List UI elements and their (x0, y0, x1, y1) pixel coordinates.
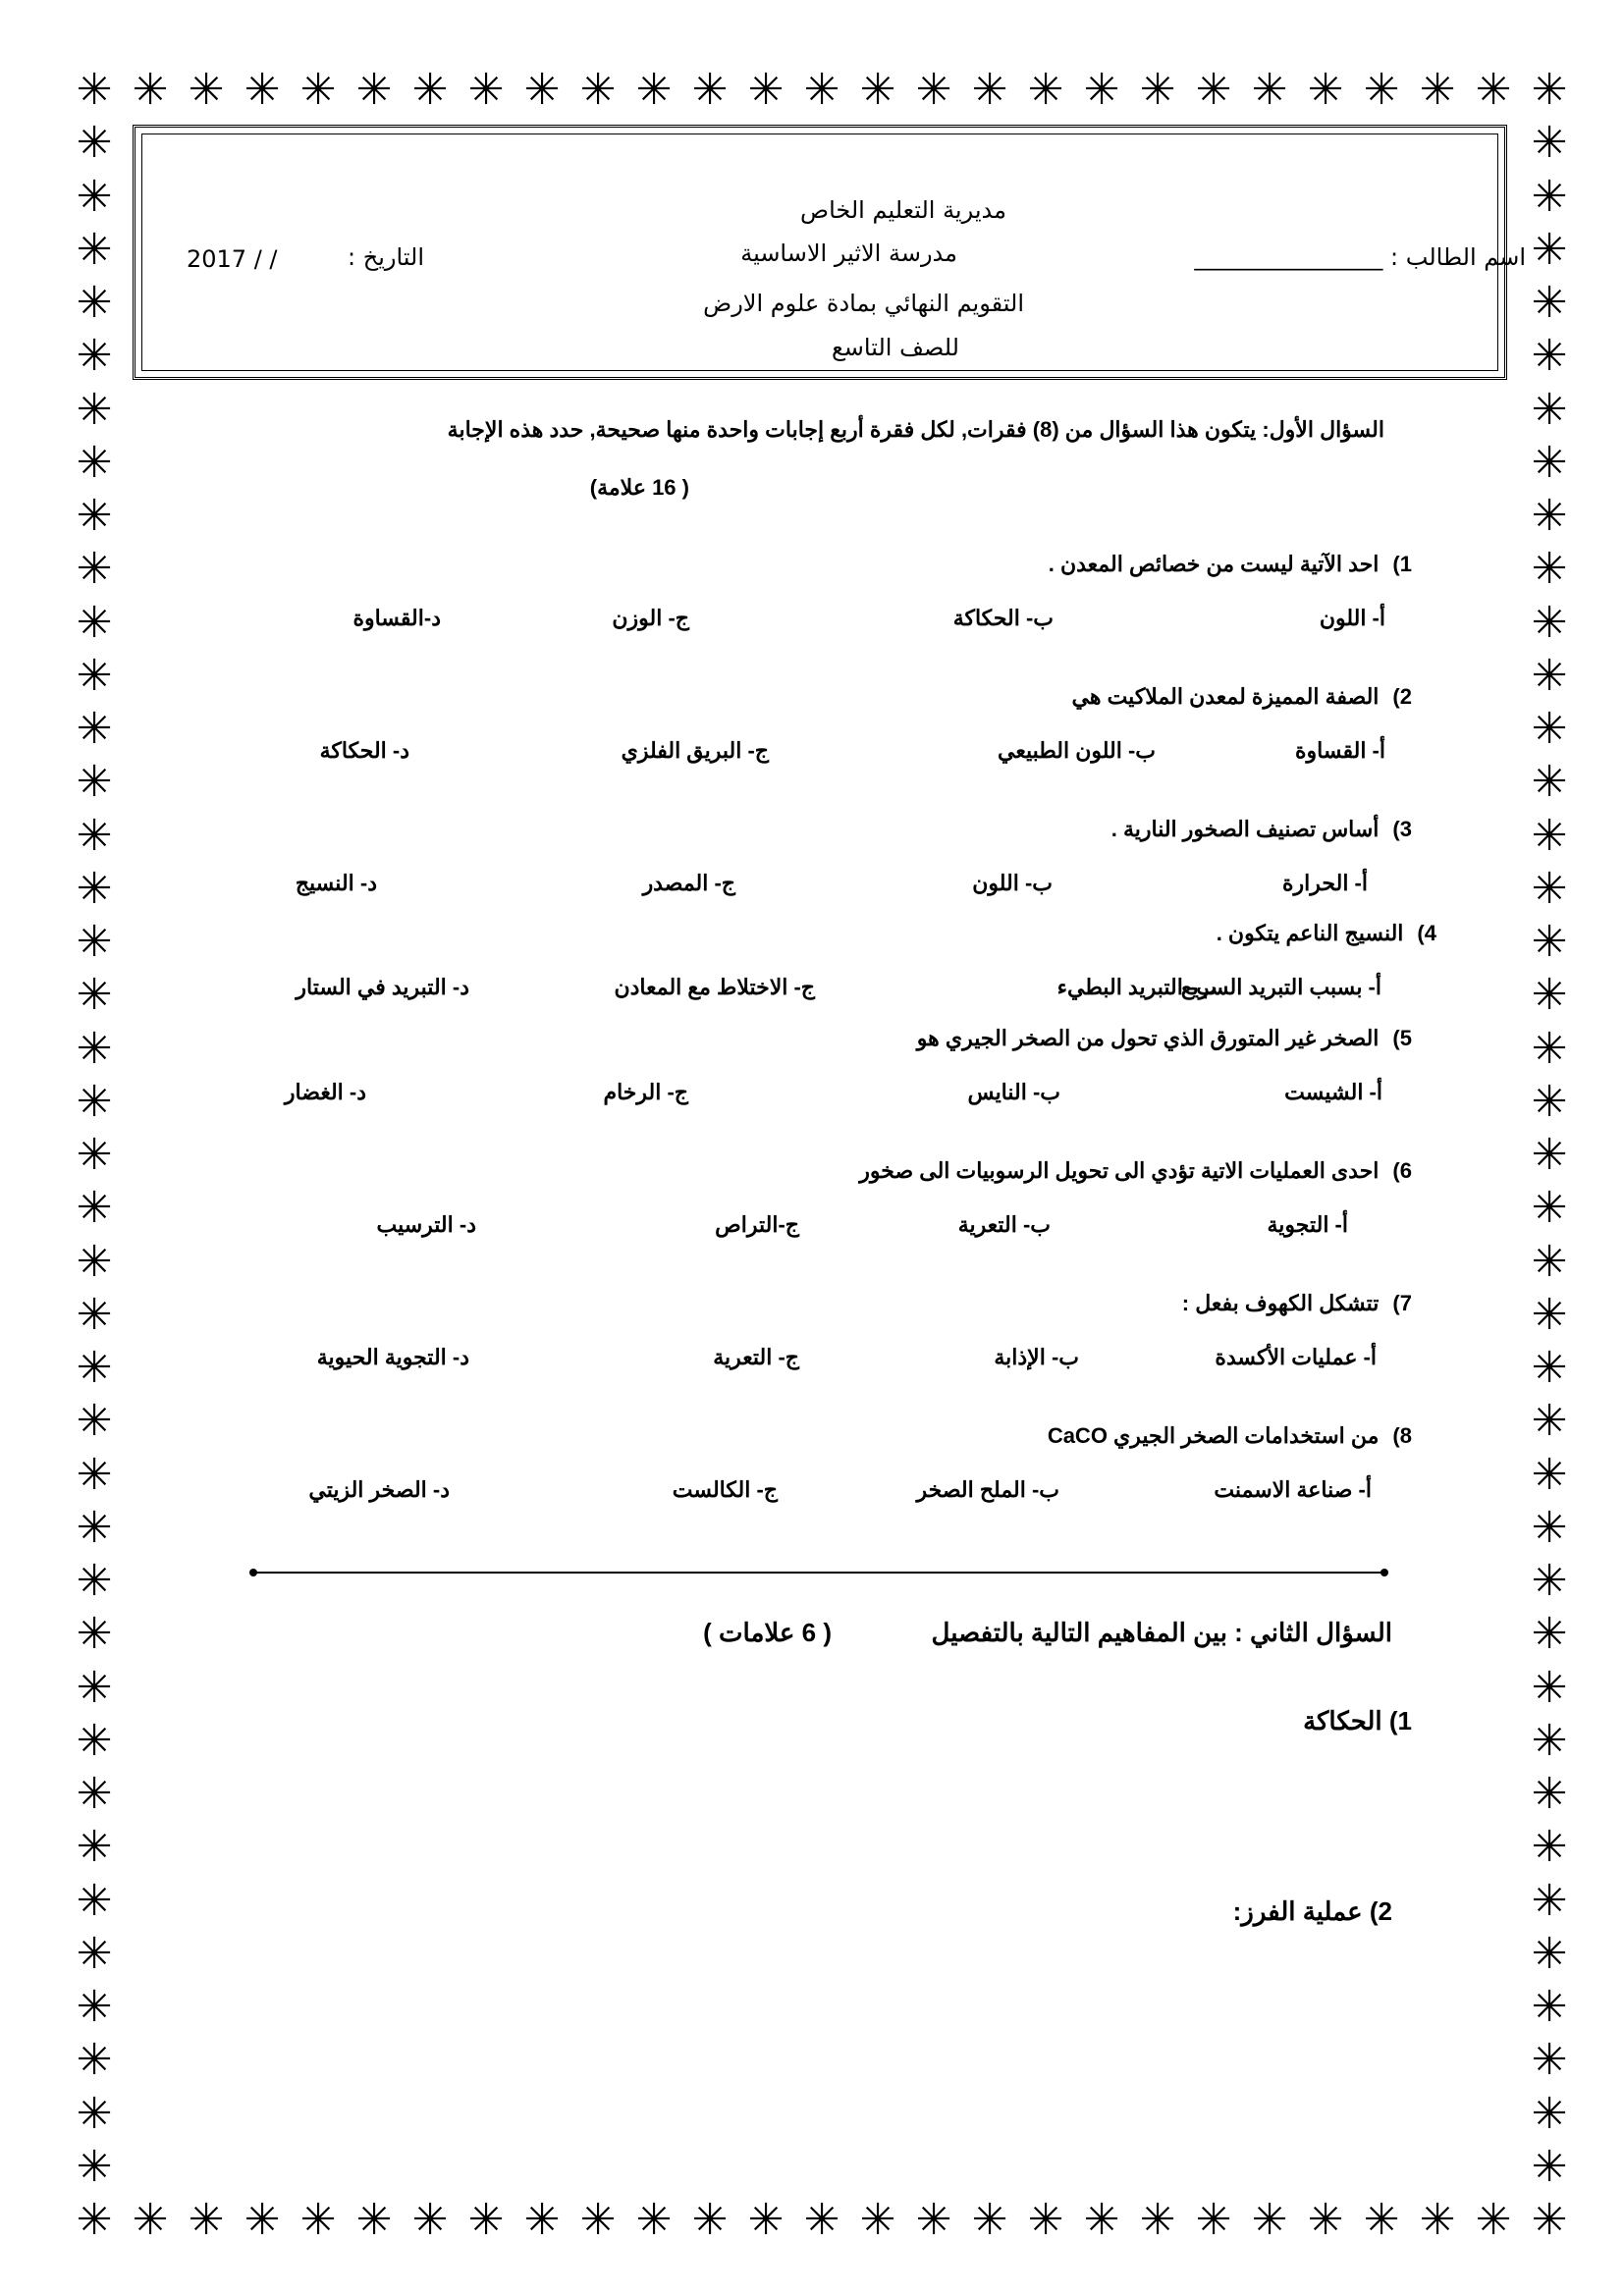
question1-item-5-option-2[interactable]: ب- النايس (967, 1080, 1060, 1104)
border-star-icon: ✳ (76, 438, 113, 488)
border-star-icon: ✳ (76, 1822, 113, 1872)
border-star-icon: ✳ (76, 1343, 113, 1393)
border-star-icon: ✳ (244, 2195, 281, 2245)
border-star-icon: ✳ (1531, 1183, 1568, 1233)
border-star-icon: ✳ (1531, 1396, 1568, 1446)
border-star-icon: ✳ (76, 651, 113, 701)
border-star-icon: ✳ (635, 65, 673, 115)
question1-item-5-option-3[interactable]: ج- الرخام (603, 1080, 688, 1104)
border-star-icon: ✳ (747, 65, 785, 115)
border-star-icon: ✳ (299, 65, 337, 115)
border-star-icon: ✳ (1531, 65, 1568, 115)
question1-item-1-option-1[interactable]: أ- اللون (1319, 606, 1385, 630)
date-value: 2017 / / (187, 245, 278, 273)
item-stem-text: احد الآتية ليست من خصائص المعدن . (1048, 552, 1380, 576)
border-star-icon: ✳ (635, 2195, 673, 2245)
question1-item-6-stem (859, 1158, 1412, 1184)
border-star-icon: ✳ (355, 65, 393, 115)
border-star-icon: ✳ (76, 1396, 113, 1446)
border-star-icon: ✳ (76, 1982, 113, 2032)
border-star-icon: ✳ (691, 2195, 729, 2245)
border-star-icon: ✳ (76, 491, 113, 541)
border-star-icon: ✳ (523, 2195, 561, 2245)
question1-item-4-option-2[interactable]: ب- التبريد البطيء (1056, 975, 1217, 999)
border-star-icon: ✳ (1531, 1503, 1568, 1553)
border-star-icon: ✳ (132, 65, 169, 115)
border-star-icon: ✳ (915, 65, 952, 115)
border-star-icon: ✳ (411, 2195, 449, 2245)
border-star-icon: ✳ (1475, 65, 1512, 115)
border-star-icon: ✳ (1531, 2035, 1568, 2085)
border-star-icon: ✳ (1419, 65, 1456, 115)
question1-item-6-option-1[interactable]: أ- التجوية (1267, 1212, 1348, 1237)
border-star-icon: ✳ (1531, 757, 1568, 807)
border-star-icon: ✳ (915, 2195, 952, 2245)
school-name: مدرسة الاثير الاساسية (740, 240, 957, 267)
border-star-icon: ✳ (188, 2195, 225, 2245)
border-star-icon: ✳ (1531, 1556, 1568, 1606)
border-star-icon: ✳ (76, 1769, 113, 1819)
question1-item-8-option-4[interactable]: د- الصخر الزيتي (308, 1477, 450, 1502)
border-star-icon: ✳ (859, 2195, 896, 2245)
question1-item-1-option-4[interactable]: د-القساوة (352, 606, 441, 630)
border-star-icon: ✳ (76, 864, 113, 914)
question1-item-6-option-3[interactable]: ج-التراص (715, 1212, 799, 1237)
border-star-icon: ✳ (1027, 2195, 1064, 2245)
border-star-icon: ✳ (1531, 1929, 1568, 1979)
border-star-icon: ✳ (1531, 1822, 1568, 1872)
question1-item-8-option-1[interactable]: أ- صناعة الاسمنت (1214, 1477, 1372, 1502)
item-number: 2) (1392, 684, 1412, 709)
border-star-icon: ✳ (1531, 1982, 1568, 2032)
border-star-icon: ✳ (467, 65, 505, 115)
border-star-icon: ✳ (859, 65, 896, 115)
border-star-icon: ✳ (76, 970, 113, 1020)
question1-item-4-option-4[interactable]: د- التبريد في الستار (296, 975, 469, 999)
question1-item-6-option-4[interactable]: د- الترسيب (376, 1212, 476, 1237)
student-name-field: اسم الطالب : ________________ (1194, 243, 1526, 271)
border-star-icon: ✳ (1195, 2195, 1232, 2245)
border-star-icon: ✳ (971, 65, 1008, 115)
question1-item-8-stem (1048, 1423, 1412, 1449)
border-star-icon: ✳ (76, 2089, 113, 2139)
border-star-icon: ✳ (1139, 2195, 1176, 2245)
question1-item-2-option-1[interactable]: أ- القساوة (1295, 738, 1385, 763)
question1-item-4-stem (1217, 921, 1436, 946)
border-star-icon: ✳ (76, 1876, 113, 1926)
item-stem-text: احدى العمليات الاتية تؤدي الى تحويل الرسوبيات الى صخور (859, 1158, 1380, 1183)
border-star-icon: ✳ (76, 1556, 113, 1606)
item-number: 6) (1392, 1158, 1412, 1183)
border-star-icon: ✳ (76, 1929, 113, 1979)
border-star-icon: ✳ (76, 1024, 113, 1074)
border-star-icon: ✳ (1531, 1130, 1568, 1180)
item-number: 5) (1392, 1026, 1412, 1050)
item-stem-text: الصخر غير المتورق الذي تحول من الصخر الجيري هو (916, 1026, 1380, 1050)
border-star-icon: ✳ (76, 2195, 113, 2245)
item-number: 3) (1392, 817, 1412, 841)
exam-title: التقويم النهائي بمادة علوم الارض (703, 290, 1024, 317)
border-star-icon: ✳ (1531, 1450, 1568, 1500)
border-star-icon: ✳ (747, 2195, 785, 2245)
border-star-icon: ✳ (1531, 2142, 1568, 2192)
question1-item-1-stem (1049, 552, 1412, 577)
border-star-icon: ✳ (76, 1183, 113, 1233)
border-star-icon: ✳ (76, 917, 113, 967)
border-star-icon: ✳ (691, 65, 729, 115)
border-star-icon: ✳ (1363, 65, 1400, 115)
question1-item-1-option-2[interactable]: ب- الحكاكة (952, 606, 1054, 630)
question2-item-1: 1) الحكاكة (1303, 1706, 1412, 1735)
border-star-icon: ✳ (1419, 2195, 1456, 2245)
border-star-icon: ✳ (1531, 1609, 1568, 1659)
border-star-icon: ✳ (1531, 491, 1568, 541)
divider-dot-left (249, 1569, 257, 1576)
border-star-icon: ✳ (579, 2195, 617, 2245)
border-star-icon: ✳ (1531, 704, 1568, 754)
border-star-icon: ✳ (1531, 1290, 1568, 1340)
border-star-icon: ✳ (76, 1130, 113, 1180)
border-star-icon: ✳ (803, 65, 840, 115)
border-star-icon: ✳ (76, 118, 113, 168)
question1-item-4-option-3[interactable]: ج- الاختلاط مع المعادن (614, 975, 815, 999)
border-star-icon: ✳ (1531, 1237, 1568, 1287)
border-star-icon: ✳ (1531, 811, 1568, 861)
question1-item-7-option-3[interactable]: ج- التعرية (713, 1345, 799, 1369)
border-star-icon: ✳ (1475, 2195, 1512, 2245)
question1-item-5-option-1[interactable]: أ- الشيست (1284, 1080, 1382, 1104)
border-star-icon: ✳ (188, 65, 225, 115)
section-divider (253, 1572, 1384, 1574)
border-star-icon: ✳ (1195, 65, 1232, 115)
item-stem-text: أساس تصنيف الصخور النارية . (1110, 817, 1380, 841)
question1-item-3-option-4[interactable]: د- النسيج (295, 871, 377, 895)
border-star-icon: ✳ (76, 2035, 113, 2085)
border-star-icon: ✳ (1531, 438, 1568, 488)
border-star-icon: ✳ (76, 1450, 113, 1500)
border-star-icon: ✳ (1531, 225, 1568, 275)
question1-item-8-option-2[interactable]: ب- الملح الصخر (916, 1477, 1059, 1502)
item-number: 8) (1392, 1423, 1412, 1448)
border-star-icon: ✳ (1363, 2195, 1400, 2245)
question1-item-5-stem (917, 1026, 1412, 1051)
border-star-icon: ✳ (1251, 2195, 1288, 2245)
border-star-icon: ✳ (1531, 917, 1568, 967)
item-stem-text: النسيج الناعم يتكون . (1216, 921, 1404, 945)
question1-item-6-option-2[interactable]: ب- التعرية (957, 1212, 1051, 1237)
border-star-icon: ✳ (971, 2195, 1008, 2245)
border-star-icon: ✳ (1531, 1024, 1568, 1074)
item-number: 7) (1392, 1291, 1412, 1315)
border-star-icon: ✳ (1531, 278, 1568, 328)
border-star-icon: ✳ (1531, 864, 1568, 914)
border-star-icon: ✳ (1531, 1769, 1568, 1819)
question1-item-7-option-2[interactable]: ب- الإذابة (994, 1345, 1079, 1369)
border-star-icon: ✳ (355, 2195, 393, 2245)
item-number: 1) (1392, 552, 1412, 576)
item-stem-text: الصفة المميزة لمعدن الملاكيت هي (1071, 684, 1380, 709)
question2-instruction: السؤال الثاني : بين المفاهيم التالية بالتفصيل (931, 1618, 1392, 1647)
divider-dot-right (1380, 1569, 1388, 1576)
question1-item-2-option-2[interactable]: ب- اللون الطبيعي (998, 738, 1156, 763)
question1-item-3-option-2[interactable]: ب- اللون (972, 871, 1053, 895)
border-star-icon: ✳ (76, 278, 113, 328)
date-label: التاريخ : (347, 243, 424, 271)
border-star-icon: ✳ (76, 172, 113, 222)
border-star-icon: ✳ (1083, 65, 1120, 115)
border-star-icon: ✳ (1139, 65, 1176, 115)
border-star-icon: ✳ (1531, 970, 1568, 1020)
border-star-icon: ✳ (1531, 1663, 1568, 1713)
border-star-icon: ✳ (803, 2195, 840, 2245)
border-star-icon: ✳ (1531, 331, 1568, 381)
border-star-icon: ✳ (1531, 1077, 1568, 1127)
border-star-icon: ✳ (1251, 65, 1288, 115)
question1-item-7-option-1[interactable]: أ- عمليات الأكسدة (1215, 1345, 1377, 1369)
border-star-icon: ✳ (76, 1077, 113, 1127)
border-star-icon: ✳ (76, 2142, 113, 2192)
question2-item-2: 2) عملية الفرز: (1232, 1896, 1392, 1926)
border-star-icon: ✳ (132, 2195, 169, 2245)
border-star-icon: ✳ (76, 1716, 113, 1766)
border-star-icon: ✳ (1531, 544, 1568, 594)
border-star-icon: ✳ (1307, 2195, 1344, 2245)
border-star-icon: ✳ (1531, 118, 1568, 168)
border-star-icon: ✳ (1083, 2195, 1120, 2245)
question1-item-2-option-4[interactable]: د- الحكاكة (319, 738, 409, 763)
border-star-icon: ✳ (76, 385, 113, 435)
item-number: 4) (1417, 921, 1436, 945)
border-star-icon: ✳ (1531, 385, 1568, 435)
border-star-icon: ✳ (1531, 651, 1568, 701)
border-star-icon: ✳ (299, 2195, 337, 2245)
border-star-icon: ✳ (1531, 1716, 1568, 1766)
border-star-icon: ✳ (76, 225, 113, 275)
border-star-icon: ✳ (1531, 172, 1568, 222)
border-star-icon: ✳ (76, 598, 113, 648)
question1-item-4-option-1[interactable]: أ- بسبب التبريد السريع (1180, 975, 1381, 999)
border-star-icon: ✳ (1531, 2089, 1568, 2139)
item-stem-text: من استخدامات الصخر الجيري CaCO (1047, 1423, 1380, 1448)
border-star-icon: ✳ (76, 331, 113, 381)
question1-item-3-option-3[interactable]: ج- المصدر (642, 871, 735, 895)
question1-item-5-option-4[interactable]: د- الغضار (284, 1080, 366, 1104)
border-star-icon: ✳ (76, 704, 113, 754)
question1-item-8-option-3[interactable]: ج- الكالست (672, 1477, 778, 1502)
border-star-icon: ✳ (76, 1237, 113, 1287)
directorate-title: مديرية التعليم الخاص (800, 196, 1006, 224)
border-star-icon: ✳ (76, 757, 113, 807)
border-star-icon: ✳ (1027, 65, 1064, 115)
border-star-icon: ✳ (1531, 2195, 1568, 2245)
border-star-icon: ✳ (76, 65, 113, 115)
border-star-icon: ✳ (523, 65, 561, 115)
question2-marks: ( 6 علامات ) (703, 1618, 832, 1647)
question1-item-1-option-3[interactable]: ج- الوزن (612, 606, 689, 630)
border-star-icon: ✳ (1531, 1343, 1568, 1393)
question1-instruction: السؤال الأول: يتكون هذا السؤال من (8) فقرات, لكل فقرة أربع إجابات واحدة منها صحيحة, حدد هذه الإجابة (447, 417, 1384, 442)
border-star-icon: ✳ (467, 2195, 505, 2245)
border-star-icon: ✳ (76, 1663, 113, 1713)
border-star-icon: ✳ (76, 544, 113, 594)
border-star-icon: ✳ (411, 65, 449, 115)
item-stem-text: تتشكل الكهوف بفعل : (1181, 1291, 1380, 1315)
question1-item-7-stem (1182, 1291, 1412, 1316)
border-star-icon: ✳ (76, 1503, 113, 1553)
border-star-icon: ✳ (1531, 598, 1568, 648)
border-star-icon: ✳ (76, 1290, 113, 1340)
border-star-icon: ✳ (76, 811, 113, 861)
question1-item-2-option-3[interactable]: ج- البريق الفلزي (621, 738, 769, 763)
question1-marks: ( 16 علامة) (589, 475, 689, 500)
border-star-icon: ✳ (76, 1609, 113, 1659)
question1-item-3-option-1[interactable]: أ- الحرارة (1282, 871, 1368, 895)
grade-title: للصف التاسع (832, 334, 959, 361)
border-star-icon: ✳ (579, 65, 617, 115)
question1-item-7-option-4[interactable]: د- التجوية الحيوية (316, 1345, 469, 1369)
border-star-icon: ✳ (1531, 1876, 1568, 1926)
question1-item-3-stem (1111, 817, 1412, 842)
question1-item-2-stem (1072, 684, 1412, 710)
border-star-icon: ✳ (1307, 65, 1344, 115)
border-star-icon: ✳ (244, 65, 281, 115)
